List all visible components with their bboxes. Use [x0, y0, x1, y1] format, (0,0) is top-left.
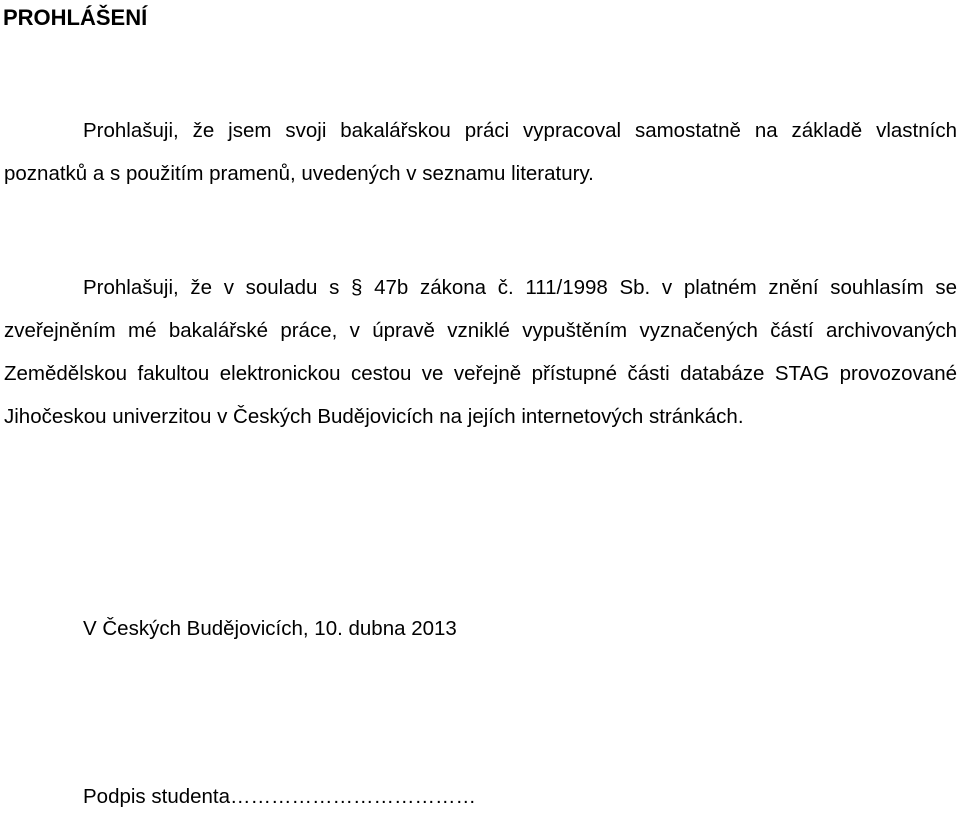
page-title: PROHLÁŠENÍ — [3, 5, 148, 30]
place-and-date: V Českých Budějovicích, 10. dubna 2013 — [83, 617, 457, 640]
declaration-paragraph-publication-consent: Prohlašuji, že v souladu s § 47b zákona č. 111/1998 Sb. v platném znění souhlasím se zveřejněním mé bakalářské práce, v úpravě vzniklé vypuštěním vyznačených částí archivovaných Zemědělskou fakultou elektronickou cestou ve veřejně přístupné části databáze STAG provozované Jihočeskou univerzitou v Českých Budějovicích na jejích internetových stránkách. — [4, 276, 957, 428]
signature-line: Podpis studenta……………………………… — [83, 785, 477, 808]
declaration-paragraph-authorship: Prohlašuji, že jsem svoji bakalářskou práci vypracoval samostatně na základě vlastních poznatků a s použitím pramenů, uvedených v seznamu literatury. — [4, 119, 957, 185]
